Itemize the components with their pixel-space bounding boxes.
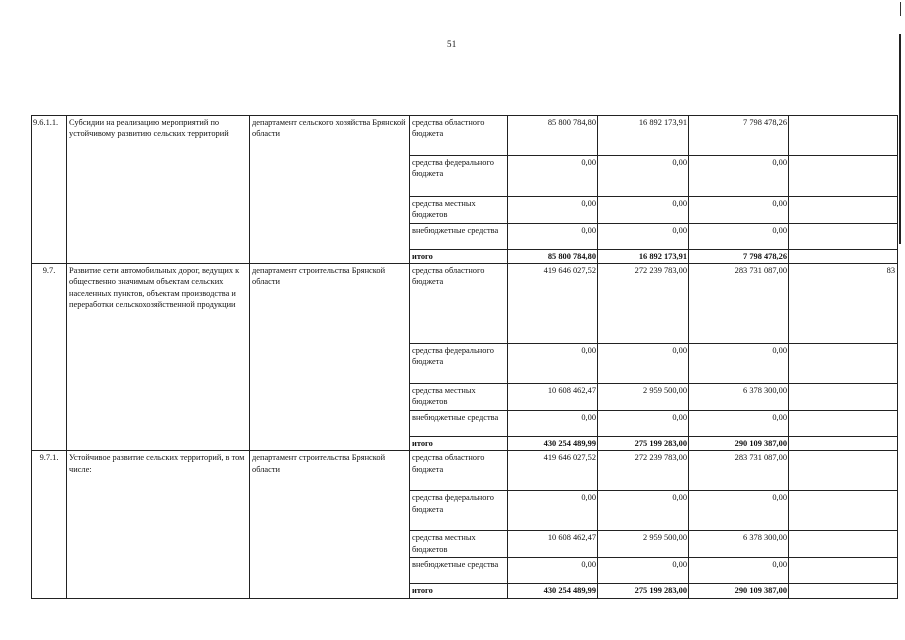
funding-source: средства местных бюджетов: [410, 531, 508, 558]
extra-cell: [789, 451, 898, 491]
extra-cell: [789, 197, 898, 224]
amount-cell: 272 239 783,00: [598, 451, 689, 491]
amount-cell: 85 800 784,80: [508, 250, 598, 264]
amount-cell: 10 608 462,47: [508, 531, 598, 558]
amount-cell: 0,00: [598, 224, 689, 250]
amount-cell: 0,00: [689, 411, 789, 437]
amount-cell: 0,00: [508, 491, 598, 531]
amount-cell: 283 731 087,00: [689, 451, 789, 491]
amount-cell: 0,00: [689, 156, 789, 197]
section-executor: департамент сельского хозяйства Брянской области: [250, 116, 410, 264]
page-number: 51: [447, 39, 457, 49]
funding-source: итого: [410, 584, 508, 598]
amount-cell: 0,00: [508, 197, 598, 224]
extra-cell: [789, 384, 898, 411]
amount-cell: 283 731 087,00: [689, 264, 789, 344]
table-row: [32, 116, 898, 156]
funding-source: средства федерального бюджета: [410, 344, 508, 384]
amount-cell: 6 378 300,00: [689, 531, 789, 558]
amount-cell: 0,00: [598, 156, 689, 197]
amount-cell: 0,00: [598, 197, 689, 224]
section-name: Развитие сети автомобильных дорог, ведущих к общественно значимым объектам сельских населенных пунктов, объектам производства и переработки сельскохозяйственной продукции: [67, 264, 250, 451]
amount-cell: 0,00: [689, 224, 789, 250]
amount-cell: 419 646 027,52: [508, 264, 598, 344]
funding-source: средства местных бюджетов: [410, 384, 508, 411]
extra-cell: 83: [789, 264, 898, 344]
amount-cell: 0,00: [598, 558, 689, 584]
amount-cell: 430 254 489,99: [508, 437, 598, 451]
amount-cell: 275 199 283,00: [598, 584, 689, 598]
amount-cell: 0,00: [689, 558, 789, 584]
scan-edge-mark: [900, 2, 901, 16]
funding-source: внебюджетные средства: [410, 224, 508, 250]
amount-cell: 0,00: [598, 344, 689, 384]
extra-cell: [789, 116, 898, 156]
amount-cell: 0,00: [689, 344, 789, 384]
section-name: Устойчивое развитие сельских территорий, в том числе:: [67, 451, 250, 598]
amount-cell: 275 199 283,00: [598, 437, 689, 451]
funding-source: средства местных бюджетов: [410, 197, 508, 224]
table-row: [32, 264, 898, 344]
funding-source: внебюджетные средства: [410, 411, 508, 437]
amount-cell: 7 798 478,26: [689, 250, 789, 264]
extra-cell: [789, 344, 898, 384]
amount-cell: 0,00: [508, 156, 598, 197]
amount-cell: 272 239 783,00: [598, 264, 689, 344]
funding-source: средства областного бюджета: [410, 451, 508, 491]
extra-cell: [789, 437, 898, 451]
amount-cell: 0,00: [598, 411, 689, 437]
funding-source: средства областного бюджета: [410, 264, 508, 344]
extra-cell: [789, 156, 898, 197]
funding-source: внебюджетные средства: [410, 558, 508, 584]
amount-cell: 2 959 500,00: [598, 384, 689, 411]
extra-cell: [789, 558, 898, 584]
funding-source: итого: [410, 437, 508, 451]
funding-source: итого: [410, 250, 508, 264]
amount-cell: 0,00: [508, 224, 598, 250]
amount-cell: 16 892 173,91: [598, 116, 689, 156]
amount-cell: 0,00: [689, 197, 789, 224]
scan-edge-line: [899, 34, 901, 244]
amount-cell: 290 109 387,00: [689, 437, 789, 451]
extra-cell: [789, 584, 898, 598]
amount-cell: 0,00: [508, 344, 598, 384]
funding-source: средства федерального бюджета: [410, 156, 508, 197]
section-code: 9.6.1.1.: [32, 116, 67, 264]
extra-cell: [789, 411, 898, 437]
amount-cell: 0,00: [598, 491, 689, 531]
amount-cell: 0,00: [508, 411, 598, 437]
table-row: [32, 451, 898, 491]
extra-cell: [789, 224, 898, 250]
section-name: Субсидии на реализацию мероприятий по устойчивому развитию сельских территорий: [67, 116, 250, 264]
amount-cell: 10 608 462,47: [508, 384, 598, 411]
amount-cell: 2 959 500,00: [598, 531, 689, 558]
section-code: 9.7.: [32, 264, 67, 451]
amount-cell: 290 109 387,00: [689, 584, 789, 598]
amount-cell: 419 646 027,52: [508, 451, 598, 491]
budget-table: [31, 115, 898, 599]
amount-cell: 7 798 478,26: [689, 116, 789, 156]
extra-cell: [789, 531, 898, 558]
amount-cell: 85 800 784,80: [508, 116, 598, 156]
section-executor: департамент строительства Брянской области: [250, 264, 410, 451]
amount-cell: 0,00: [508, 558, 598, 584]
extra-cell: [789, 491, 898, 531]
extra-cell: [789, 250, 898, 264]
amount-cell: 16 892 173,91: [598, 250, 689, 264]
amount-cell: 6 378 300,00: [689, 384, 789, 411]
funding-source: средства областного бюджета: [410, 116, 508, 156]
section-code: 9.7.1.: [32, 451, 67, 598]
amount-cell: 430 254 489,99: [508, 584, 598, 598]
funding-source: средства федерального бюджета: [410, 491, 508, 531]
section-executor: департамент строительства Брянской области: [250, 451, 410, 598]
amount-cell: 0,00: [689, 491, 789, 531]
